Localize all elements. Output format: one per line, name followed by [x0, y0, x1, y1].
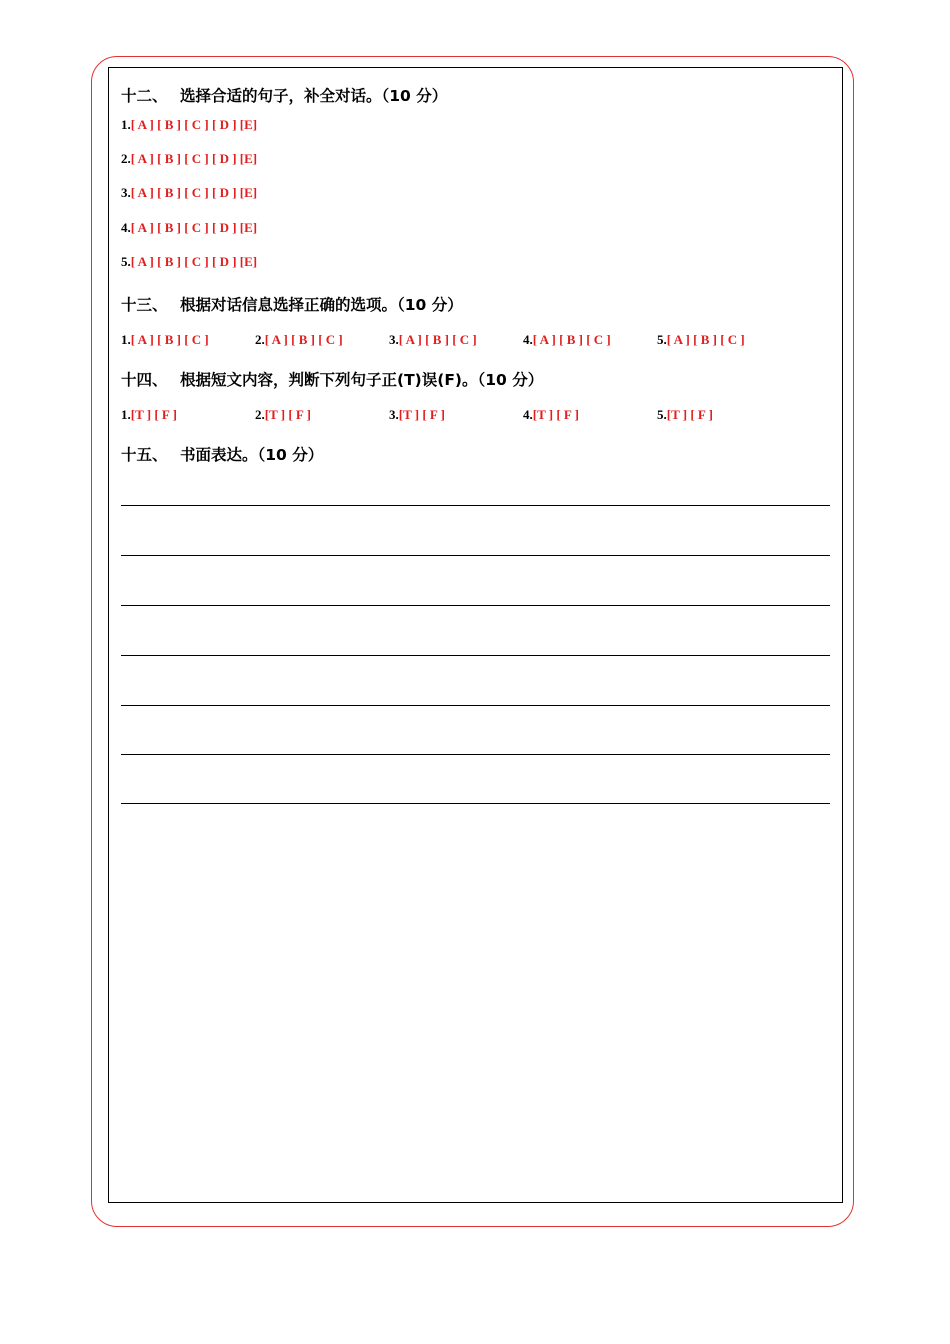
answer-sheet-inner-frame — [108, 67, 843, 1203]
answer-item[interactable] — [657, 407, 713, 423]
answer-item[interactable] — [121, 332, 255, 348]
writing-line[interactable] — [121, 754, 830, 755]
answer-row-group — [121, 332, 745, 348]
answer-options[interactable]: [T ] [ F ] — [264, 407, 311, 422]
section-13-heading — [121, 293, 463, 315]
question-number: 5. — [657, 332, 667, 347]
answer-item[interactable] — [121, 407, 255, 423]
question-number: 4. — [121, 220, 131, 235]
answer-options[interactable]: [ A ] [ B ] [ C ] [ D ] [E] — [130, 185, 258, 200]
answer-options[interactable]: [T ] [ F ] — [130, 407, 177, 422]
answer-item[interactable] — [255, 407, 389, 423]
question-number: 3. — [121, 185, 131, 200]
answer-row[interactable] — [121, 151, 257, 167]
writing-line[interactable] — [121, 505, 830, 506]
section-number: 十五、 — [121, 446, 168, 464]
answer-options[interactable]: [ A ] [ B ] [ C ] [ D ] [E] — [130, 117, 258, 132]
answer-options[interactable]: [T ] [ F ] — [398, 407, 445, 422]
question-number: 2. — [255, 407, 265, 422]
answer-row[interactable] — [121, 185, 257, 201]
writing-line[interactable] — [121, 605, 830, 606]
question-number: 2. — [255, 332, 265, 347]
answer-options[interactable]: [ A ] [ B ] [ C ] [ D ] [E] — [130, 220, 258, 235]
answer-item[interactable] — [657, 332, 745, 348]
question-number: 3. — [389, 407, 399, 422]
question-number: 5. — [657, 407, 667, 422]
section-title: 选择合适的句子，补全对话。（10 分） — [180, 87, 448, 105]
answer-row-group — [121, 407, 713, 423]
question-number: 1. — [121, 407, 131, 422]
section-15-heading — [121, 443, 323, 465]
question-number: 4. — [523, 407, 533, 422]
answer-item[interactable] — [389, 332, 523, 348]
answer-options[interactable]: [ A ] [ B ] [ C ] — [666, 332, 745, 347]
question-number: 4. — [523, 332, 533, 347]
answer-row[interactable] — [121, 117, 257, 133]
answer-row[interactable] — [121, 220, 257, 236]
section-number: 十四、 — [121, 371, 168, 389]
answer-options[interactable]: [ A ] [ B ] [ C ] — [130, 332, 209, 347]
question-number: 5. — [121, 254, 131, 269]
section-14-heading — [121, 368, 543, 390]
answer-row[interactable] — [121, 254, 257, 270]
section-number: 十三、 — [121, 296, 168, 314]
answer-options[interactable]: [ A ] [ B ] [ C ] [ D ] [E] — [130, 254, 258, 269]
answer-item[interactable] — [389, 407, 523, 423]
answer-item[interactable] — [523, 332, 657, 348]
section-title: 根据短文内容，判断下列句子正(T)误(F)。（10 分） — [180, 371, 544, 389]
writing-line[interactable] — [121, 803, 830, 804]
answer-options[interactable]: [T ] [ F ] — [532, 407, 579, 422]
answer-options[interactable]: [ A ] [ B ] [ C ] — [532, 332, 611, 347]
answer-options[interactable]: [ A ] [ B ] [ C ] — [264, 332, 343, 347]
question-number: 2. — [121, 151, 131, 166]
section-12-heading — [121, 84, 447, 106]
writing-line[interactable] — [121, 705, 830, 706]
answer-item[interactable] — [255, 332, 389, 348]
answer-item[interactable] — [523, 407, 657, 423]
question-number: 1. — [121, 117, 131, 132]
answer-options[interactable]: [ A ] [ B ] [ C ] — [398, 332, 477, 347]
section-title: 书面表达。（10 分） — [180, 446, 324, 464]
writing-line[interactable] — [121, 555, 830, 556]
question-number: 3. — [389, 332, 399, 347]
writing-line[interactable] — [121, 655, 830, 656]
section-number: 十二、 — [121, 87, 168, 105]
question-number: 1. — [121, 332, 131, 347]
answer-options[interactable]: [ A ] [ B ] [ C ] [ D ] [E] — [130, 151, 258, 166]
answer-options[interactable]: [T ] [ F ] — [666, 407, 713, 422]
section-title: 根据对话信息选择正确的选项。（10 分） — [180, 296, 463, 314]
